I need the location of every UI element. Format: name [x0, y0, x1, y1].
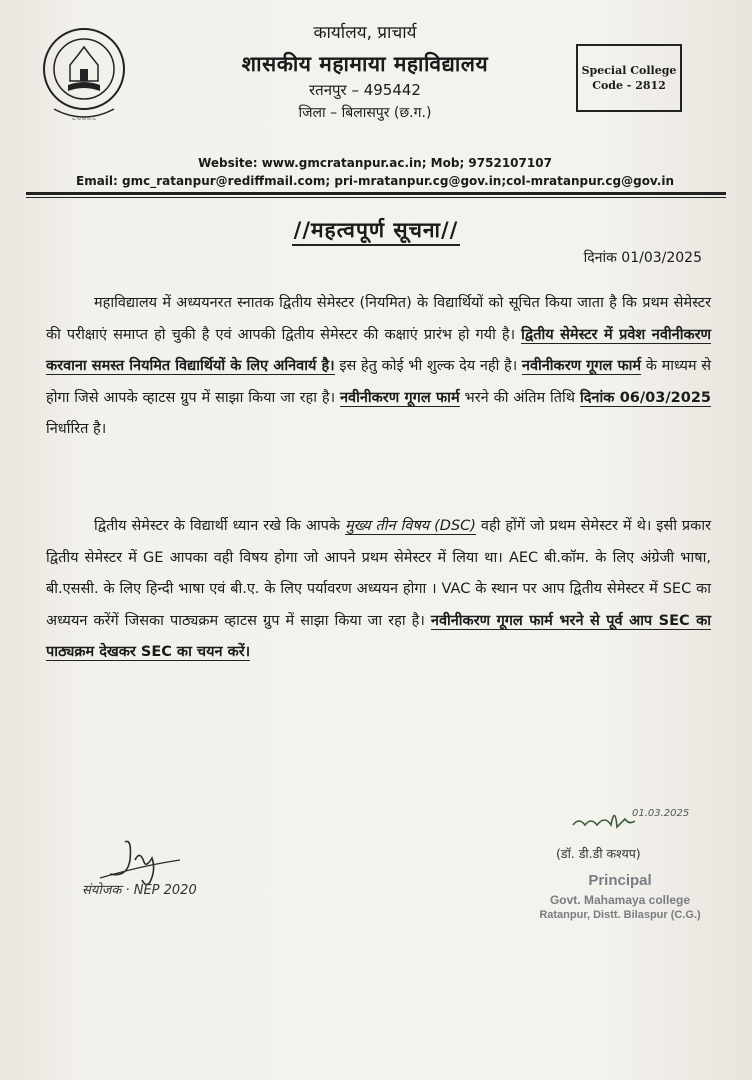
p2-segment: वही होंगें जो प्रथम सेमेस्टर में थे। इसी प्रकार द्वितीय सेमेस्टर में GE आपका वही विषय होगा जो आपने प्रथम सेमेस्टर में लिया था। AEC बी.कॉम. के लिए अंग्रेजी भाषा, बी.एससी. के लिए हिन्दी भाषा एवं बी.ए. के लिए पर्यावरण अध्ययन होगा । VAC के स्थान पर आप द्वितीय सेमेस्टर में SEC का अध्ययन करेंगें जिसका पाठ्यक्रम व्हाटस ग्रुप में साझा किया जा रहा है। — [46, 518, 712, 629]
p1-segment: भरने की अंतिम तिथि — [459, 389, 580, 406]
city-pincode: रतनपुर – 495442 — [309, 81, 421, 99]
signature-date: 01.03.2025 — [632, 808, 690, 819]
coordinator-title: संयोजक · NEP 2020 — [82, 883, 197, 898]
office-line: कार्यालय, प्राचार्य — [313, 23, 417, 43]
college-name: शासकीय महामाया महाविद्यालय — [241, 52, 489, 76]
principal-signature — [565, 795, 715, 845]
svg-text:~~~~~: ~~~~~ — [71, 116, 97, 123]
p1-segment: दिनांक 06/03/2025 — [579, 389, 711, 406]
principal-name: (डॉ. डी.डी कश्यप) — [556, 846, 641, 861]
special-college-code-box — [576, 44, 682, 112]
p2-segment: द्वितीय सेमेस्टर के विद्यार्थी ध्यान रखे कि आपके — [94, 518, 345, 534]
p1-segment: निर्धारित है। — [46, 421, 107, 437]
p1-segment: महाविद्यालय में अध्ययनरत स्नातक द्वितीय सेमेस्टर (नियमित) के विद्यार्थियों को सूचित किया जाता है कि प्रथम सेमेस्टर की परीक्षाएं समाप्त हो चुकी है एवं आपकी द्वितीय सेमेस्टर की कक्षाएं प्रारंभ हो गयी है। — [46, 295, 711, 343]
p2-segment: मुख्य तीन विषय (DSC) — [345, 518, 476, 534]
p1-segment: नवीनीकरण गूगल फार्म — [339, 389, 460, 406]
notice-title — [0, 216, 752, 244]
header-divider-thin — [26, 197, 726, 198]
p1-segment: द्वितीय सेमेस्टर में प्रवेश नवीनीकरण करवाना समस्त नियमित विद्यार्थियों के लिए अनिवार्य है। — [46, 326, 711, 374]
stamp-title: Principal — [588, 872, 652, 889]
p1-segment: इस हेतु कोई भी शुल्क देय नही है। — [334, 358, 522, 374]
code-box-line-1: Special College — [581, 64, 677, 77]
email-line: Email: gmc_ratanpur@rediffmail.com; pri-mratanpur.cg@gov.in;col-mratanpur.cg@gov.in — [76, 174, 674, 188]
p2-segment: नवीनीकरण गूगल फार्म भरने से पूर्व आप SEC का पाठ्यक्रम देखकर SEC का चयन करें। — [46, 612, 711, 660]
header-divider — [26, 192, 726, 195]
code-box-line-2: Code - 2812 — [592, 79, 666, 92]
district-line: जिला – बिलासपुर (छ.ग.) — [298, 105, 432, 121]
stamp-college: Govt. Mahamaya college — [549, 893, 691, 907]
p1-segment: के माध्यम से होगा जिसे आपके व्हाटस ग्रुप में साझा किया जा रहा है। — [46, 358, 711, 406]
college-emblem-logo — [40, 25, 128, 129]
notice-title-text: //महत्वपूर्ण सूचना// — [292, 218, 461, 246]
notice-date: दिनांक 01/03/2025 — [583, 250, 702, 266]
principal-stamp — [500, 872, 740, 921]
paragraph-2 — [46, 511, 711, 669]
p1-segment: नवीनीकरण गूगल फार्म — [521, 358, 642, 374]
paragraph-1 — [46, 288, 711, 446]
website-line: Website: www.gmcratanpur.ac.in; Mob; 9752107107 — [198, 156, 552, 170]
stamp-address: Ratanpur, Distt. Bilaspur (C.G.) — [539, 909, 701, 921]
coordinator-signature — [80, 830, 280, 910]
